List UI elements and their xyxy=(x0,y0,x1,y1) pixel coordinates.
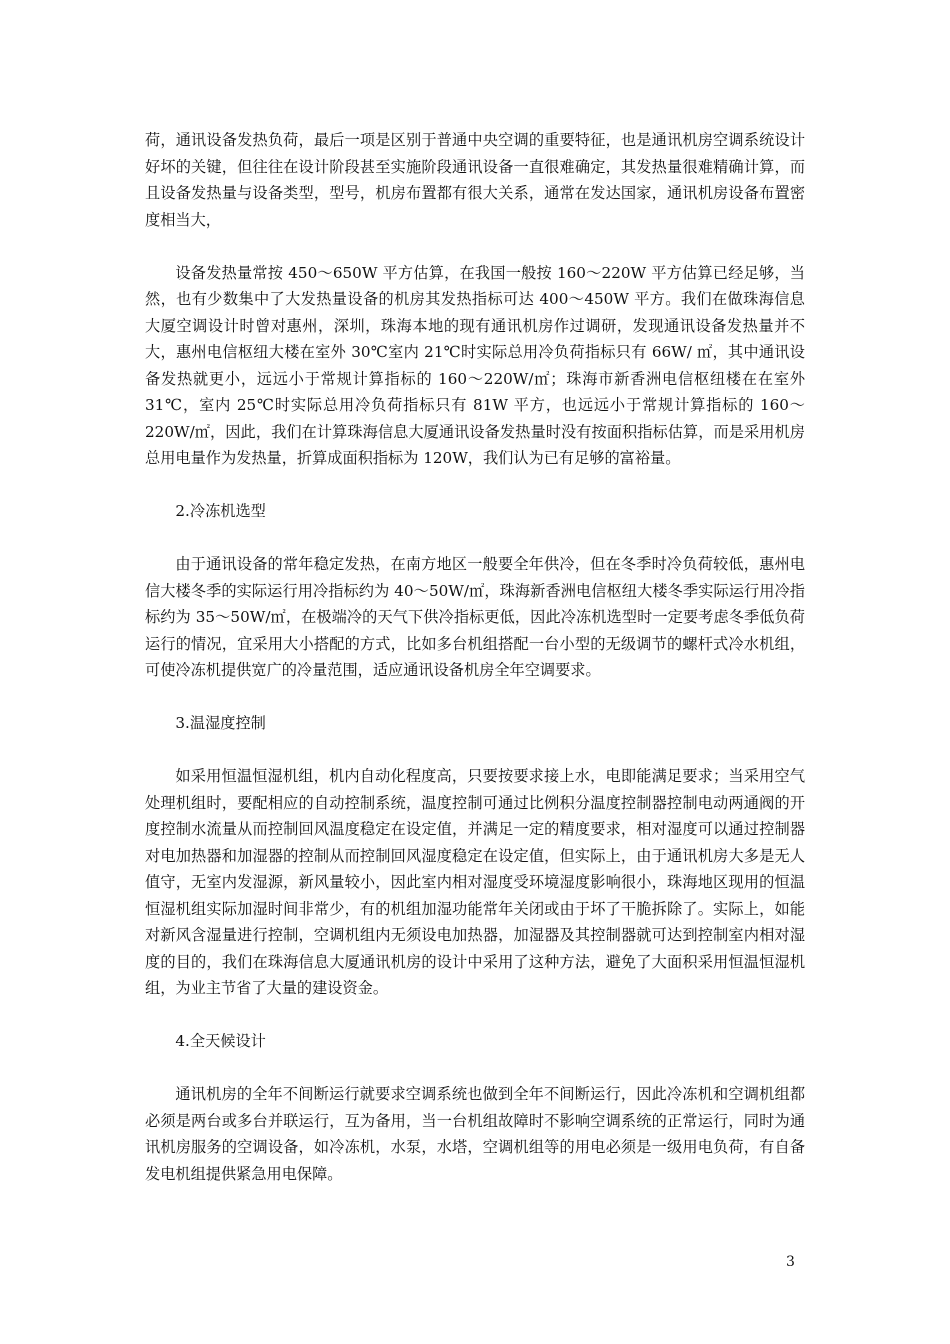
page-number: 3 xyxy=(786,1254,795,1270)
document-body xyxy=(145,127,805,1214)
paragraph-all-weather-design: 通讯机房的全年不间断运行就要求空调系统也做到全年不间断运行，因此冷冻机和空调机组都必须是两台或多台并联运行，互为备用，当一台机组故障时不影响空调系统的正常运行，同时为通讯机房服务的空调设备，如冷冻机，水泵，水塔，空调机组等的用电必须是一级用电负荷，有自备发电机组提供紧急用电保障。 xyxy=(145,1085,805,1183)
paragraph-humidity-control: 如采用恒温恒湿机组，机内自动化程度高，只要按要求接上水，电即能满足要求；当采用空气处理机组时，要配相应的自动控制系统，温度控制可通过比例积分温度控制器控制电动两通阀的开度控制水流量从而控制回风温度稳定在设定值，并满足一定的精度要求，相对湿度可以通过控制器对电加热器和加湿器的控制从而控制回风湿度稳定在设定值，但实际上，由于通讯机房大多是无人值守，无室内发湿源，新风量较小，因此室内相对湿度受环境湿度影响很小，珠海地区现用的恒温恒湿机组实际加湿时间非常少，有的机组加湿功能常年关闭或由于坏了干脆拆除了。实际上，如能对新风含湿量进行控制，空调机组内无须设电加热器，加湿器及其控制器就可达到控制室内相对湿度的目的，我们在珠海信息大厦通讯机房的设计中采用了这种方法，避免了大面积采用恒温恒湿机组，为业主节省了大量的建设资金。 xyxy=(145,767,805,997)
paragraph-chiller-selection: 由于通讯设备的常年稳定发热，在南方地区一般要全年供冷，但在冬季时冷负荷较低，惠州电信大楼冬季的实际运行用冷指标约为 40～50W/㎡，珠海新香洲电信枢纽大楼冬季实际运行用冷指标约为 35～50W/㎡，在极端冷的天气下供冷指标更低，因此冷冻机选型时一定要考虑冬季低负荷运行的情况，宜采用大小搭配的方式，比如多台机组搭配一台小型的无级调节的螺杆式冷水机组，可使冷冻机提供宽广的冷量范围，适应通讯设备机房全年空调要求。 xyxy=(145,555,805,679)
paragraph-continuation: 荷，通讯设备发热负荷，最后一项是区别于普通中央空调的重要特征，也是通讯机房空调系统设计好坏的关键，但往往在设计阶段甚至实施阶段通讯设备一直很难确定，其发热量很难精确计算，而且设备发热量与设备类型，型号，机房布置都有很大关系，通常在发达国家，通讯机房设备布置密度相当大， xyxy=(145,131,805,229)
section-heading-all-weather-design: 4.全天候设计 xyxy=(175,1032,266,1050)
section-heading-chiller-selection: 2.冷冻机选型 xyxy=(175,502,266,520)
section-heading-humidity-control: 3.温湿度控制 xyxy=(175,714,266,732)
paragraph-heat-load: 设备发热量常按 450～650W 平方估算，在我国一般按 160～220W 平方估算已经足够，当然，也有少数集中了大发热量设备的机房其发热指标可达 400～450W 平方。我们在做珠海信息大厦空调设计时曾对惠州，深圳，珠海本地的现有通讯机房作过调研，发现通讯设备发热量并不大，惠州电信枢纽大楼在室外 30℃室内 21℃时实际总用冷负荷指标只有 66W/ ㎡，其中通讯设备发热就更小，远远小于常规计算指标的 160～220W/㎡；珠海市新香洲电信枢纽楼在在室外 31℃，室内 25℃时实际总用冷负荷指标只有 81W 平方，也远远小于常规计算指标的 160～220W/㎡，因此，我们在计算珠海信息大厦通讯设备发热量时没有按面积指标估算，而是采用机房总用电量作为发热量，折算成面积指标为 120W，我们认为已有足够的富裕量。 xyxy=(145,263,805,467)
